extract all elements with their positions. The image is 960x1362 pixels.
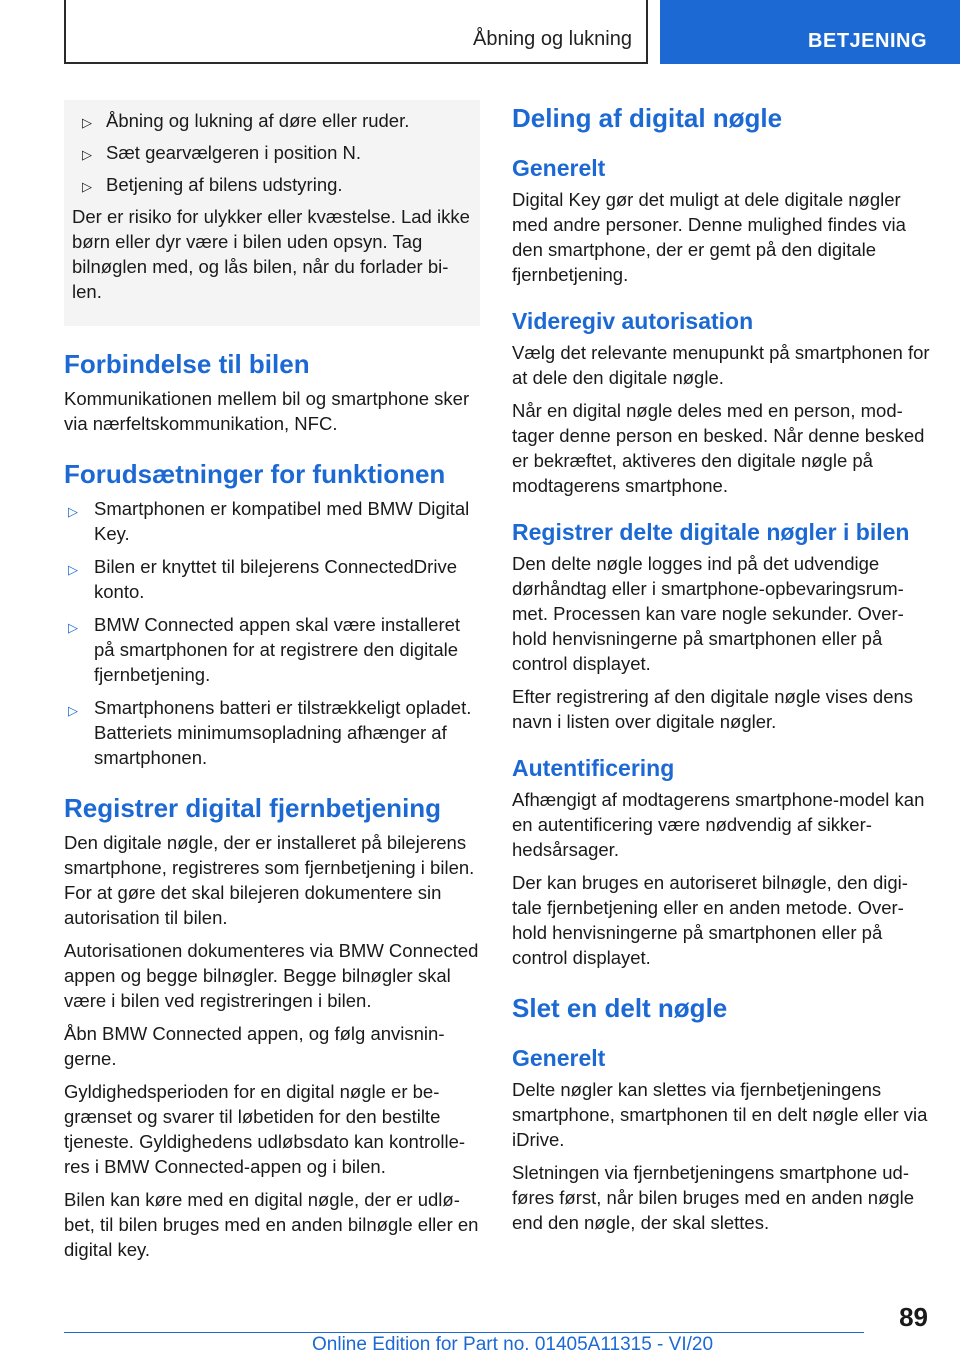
subheading-registrer-delte: Registrer delte digitale nøgler i bilen xyxy=(512,519,910,545)
warning-item: ▷ Åbning og lukning af døre eller ruder. xyxy=(72,108,470,133)
subheading-generelt: Generelt xyxy=(512,155,606,181)
warning-box xyxy=(64,100,480,326)
paragraph: Der kan bruges en autoriseret bilnøgle, den digitale fjernbetjening eller en anden metode. Overhold henvisningerne på smartphonen eller på control displayet. xyxy=(512,872,908,968)
header-chapter-title: Åbning og lukning xyxy=(472,28,632,50)
list-item: ▷ BMW Connected appen skal være installeret på smartphonen for at registrere den digitale fjernbetjening. xyxy=(68,614,461,685)
header-section-label: BETJENING xyxy=(808,30,927,52)
triangle-bullet-icon: ▷ xyxy=(68,562,78,577)
paragraph: Gyldighedsperioden for en digital nøgle er begrænset og svarer til løbetiden for den bestilte tjeneste. Gyldighedens udløbsdato kan kontrolleres i BMW Connected-appen og i bilen. xyxy=(64,1081,466,1177)
heading-registrer: Registrer digital fjernbetjening xyxy=(64,793,442,823)
heading-deling: Deling af digital nøgle xyxy=(512,103,783,133)
subheading-videregiv: Videregiv autorisation xyxy=(512,308,754,334)
warning-text: Der er risiko for ulykker eller kvæstelse. Lad ikke børn eller dyr være i bilen uden opsyn. Tag bilnøglen med, og lås bilen, når du forlader bilen. xyxy=(72,206,470,302)
heading-forbindelse: Forbindelse til bilen xyxy=(64,349,310,379)
right-column xyxy=(512,100,930,1243)
header-chapter-box xyxy=(64,0,648,64)
paragraph: Den digitale nøgle, der er installeret på bilejerens smartphone, registreres som fjernbetjening i bilen. For at gøre det skal bilejeren dokumentere sin autorisation til bilen. xyxy=(64,832,475,928)
heading-forudsaetninger: Forudsætninger for funktionen xyxy=(64,459,446,489)
paragraph: Afhængigt af modtagerens smartphone-model kan en autentificering være nødvendig af sikkerhedsårsager. xyxy=(512,789,925,860)
left-column xyxy=(64,100,480,1270)
list-item: ▷ Smartphonen er kompatibel med BMW Digital Key. xyxy=(68,498,470,544)
triangle-bullet-icon: ▷ xyxy=(82,179,92,194)
heading-slet: Slet en delt nøgle xyxy=(512,993,728,1023)
triangle-bullet-icon: ▷ xyxy=(68,620,78,635)
footer-divider xyxy=(64,1332,864,1333)
paragraph: Kommunikationen mellem bil og smartphone sker via nærfeltskommunikation, NFC. xyxy=(64,388,470,434)
paragraph: Delte nøgler kan slettes via fjernbetjeningens smartphone, smartphonen til en delt nøgle eller via iDrive. xyxy=(512,1079,928,1150)
paragraph: Autorisationen dokumenteres via BMW Connected appen og begge bilnøgler. Begge bilnøgler skal være i bilen ved registreringen i bilen. xyxy=(64,940,479,1011)
list-item: ▷ Bilen er knyttet til bilejerens ConnectedDrive konto. xyxy=(68,556,457,602)
triangle-bullet-icon: ▷ xyxy=(68,504,78,519)
subheading-generelt: Generelt xyxy=(512,1045,606,1071)
paragraph: Når en digital nøgle deles med en person, modtager denne person en besked. Når denne besked er bekræftet, aktiveres den digitale nøgle på modtagerens smartphone. xyxy=(512,400,925,496)
footer-edition: Online Edition for Part no. 01405A11315 - VI/20 xyxy=(312,1334,714,1355)
list-item: ▷ Smartphonens batteri er tilstrækkeligt opladet. Batteriets minimumsopladning afhænger af smartphonen. xyxy=(68,697,472,768)
paragraph: Sletningen via fjernbetjeningens smartphone udføres først, når bilen bruges med en anden nøgle end den nøgle, der skal slettes. xyxy=(512,1162,915,1233)
subheading-autentificering: Autentificering xyxy=(512,755,675,781)
paragraph: Vælg det relevante menupunkt på smartphonen for at dele den digitale nøgle. xyxy=(512,342,930,388)
requirements-list xyxy=(64,496,480,770)
paragraph: Bilen kan køre med en digital nøgle, der er udløbet, til bilen bruges med en anden bilnøgle eller en digital key. xyxy=(64,1189,479,1260)
paragraph: Den delte nøgle logges ind på det udvendige dørhåndtag eller i smartphone-opbevaringsrummet. Processen kan vare nogle sekunder. Overhold henvisningerne på smartphonen eller på control displayet. xyxy=(512,553,904,674)
paragraph: Efter registrering af den digitale nøgle vises dens navn i listen over digitale nøgler. xyxy=(512,686,914,732)
warning-item: ▷ Betjening af bilens udstyring. xyxy=(72,172,470,197)
warning-item: ▷ Sæt gearvælgeren i position N. xyxy=(72,140,470,165)
header-section-box xyxy=(660,0,960,64)
triangle-bullet-icon: ▷ xyxy=(82,147,92,162)
triangle-bullet-icon: ▷ xyxy=(68,703,78,718)
paragraph: Åbn BMW Connected appen, og følg anvisningerne. xyxy=(64,1023,445,1069)
page-number: 89 xyxy=(899,1302,928,1332)
paragraph: Digital Key gør det muligt at dele digitale nøgler med andre personer. Denne mulighed findes via den smartphone, der er gemt på den digitale fjernbetjening. xyxy=(512,189,906,285)
triangle-bullet-icon: ▷ xyxy=(82,115,92,130)
